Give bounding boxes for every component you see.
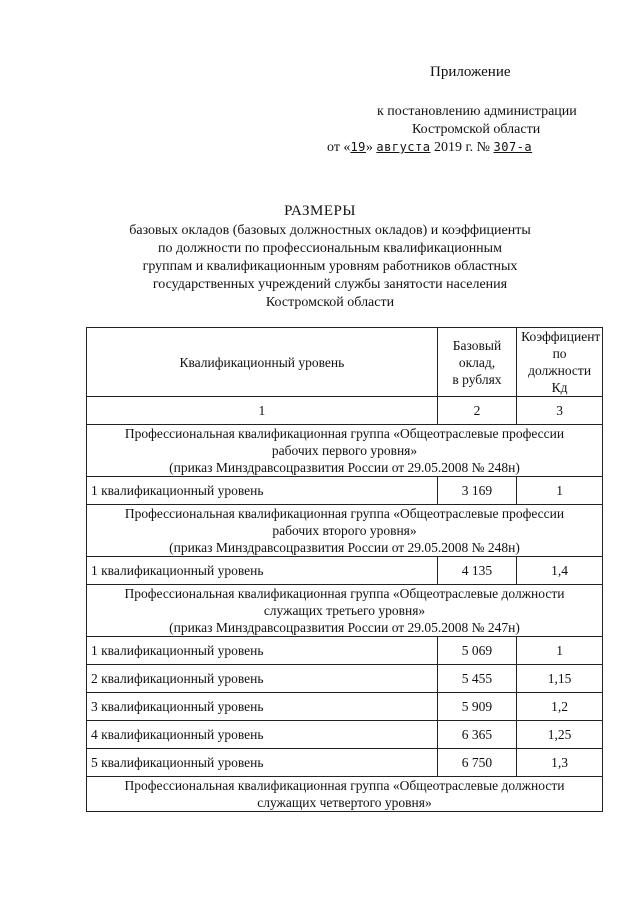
group-header-row	[87, 585, 603, 637]
salary-cell: 6 750	[437, 749, 516, 777]
level-cell: 4 квалификационный уровень	[87, 721, 438, 749]
group-title-line: (приказ Минздравсоцразвития России от 29.05.2008 № 248н)	[169, 540, 520, 555]
level-cell: 1 квалификационный уровень	[87, 637, 438, 665]
coefficient-cell: 1,25	[517, 721, 603, 749]
table-row	[87, 721, 603, 749]
group-title-line: Профессиональная квалификационная группа «Общеотраслевые должности	[124, 586, 565, 601]
group-title-line: (приказ Минздравсоцразвития России от 29.05.2008 № 247н)	[169, 620, 520, 635]
date-mid: »	[365, 140, 373, 155]
date-prefix: от «	[327, 140, 351, 155]
table-row	[87, 749, 603, 777]
level-cell: 1 квалификационный уровень	[87, 557, 438, 585]
table-row	[87, 637, 603, 665]
table-row	[87, 477, 603, 505]
salary-cell: 5 455	[437, 665, 516, 693]
appendix-title: Приложение	[430, 64, 511, 80]
document-subtitle	[90, 222, 570, 312]
table-row	[87, 557, 603, 585]
group-title	[87, 777, 603, 812]
coefficient-cell: 1	[517, 477, 603, 505]
level-cell: 3 квалификационный уровень	[87, 693, 438, 721]
group-title	[87, 505, 603, 557]
column-number: 1	[87, 397, 438, 425]
date-day: 19	[350, 140, 366, 154]
group-title-line: Профессиональная квалификационная группа «Общеотраслевые должности	[124, 778, 565, 793]
level-cell: 5 квалификационный уровень	[87, 749, 438, 777]
salary-cell: 5 069	[437, 637, 516, 665]
group-title-line: служащих четвертого уровня»	[257, 795, 432, 810]
appendix-line-2: Костромской области	[412, 122, 541, 137]
group-title	[87, 425, 603, 477]
date-month: августа	[376, 140, 431, 154]
header-level: Квалификационный уровень	[87, 328, 438, 397]
decree-number: 307-а	[493, 140, 533, 154]
column-number: 3	[517, 397, 603, 425]
group-title	[87, 585, 603, 637]
salary-table	[86, 327, 603, 812]
coefficient-cell: 1,3	[517, 749, 603, 777]
table-header-row	[87, 328, 603, 397]
header-coefficient: Коэффициент по должности Кд	[517, 328, 603, 397]
salary-cell: 3 169	[437, 477, 516, 505]
table-row	[87, 665, 603, 693]
subtitle-line: базовых окладов (базовых должностных окладов) и коэффициенты	[129, 223, 531, 238]
group-title-line: (приказ Минздравсоцразвития России от 29.05.2008 № 248н)	[169, 460, 520, 475]
coefficient-cell: 1,15	[517, 665, 603, 693]
column-number: 2	[437, 397, 516, 425]
group-title-line: Профессиональная квалификационная группа «Общеотраслевые профессии	[124, 506, 565, 521]
group-title-line: рабочих второго уровня»	[272, 523, 417, 538]
group-title-line: рабочих первого уровня»	[271, 443, 418, 458]
group-header-row	[87, 425, 603, 477]
appendix-date-line	[327, 140, 532, 156]
coefficient-cell: 1,2	[517, 693, 603, 721]
group-header-row	[87, 505, 603, 557]
header-salary: Базовый оклад, в рублях	[437, 328, 516, 397]
level-cell: 1 квалификационный уровень	[87, 477, 438, 505]
salary-cell: 5 909	[437, 693, 516, 721]
salary-cell: 4 135	[437, 557, 516, 585]
column-number-row	[87, 397, 603, 425]
level-cell: 2 квалификационный уровень	[87, 665, 438, 693]
subtitle-line: государственных учреждений службы занятости населения	[152, 277, 508, 292]
date-year: 2019 г. №	[433, 140, 490, 155]
table-row	[87, 693, 603, 721]
document-title: РАЗМЕРЫ	[284, 203, 356, 219]
subtitle-line: группам и квалификационным уровням работников областных	[142, 259, 518, 274]
subtitle-line: по должности по профессиональным квалификационным	[158, 241, 502, 256]
subtitle-line: Костромской области	[265, 295, 395, 310]
coefficient-cell: 1	[517, 637, 603, 665]
group-header-row	[87, 777, 603, 812]
coefficient-cell: 1,4	[517, 557, 603, 585]
group-title-line: Профессиональная квалификационная группа «Общеотраслевые профессии	[124, 426, 565, 441]
salary-cell: 6 365	[437, 721, 516, 749]
group-title-line: служащих третьего уровня»	[263, 603, 426, 618]
appendix-line-1: к постановлению администрации	[377, 104, 577, 119]
